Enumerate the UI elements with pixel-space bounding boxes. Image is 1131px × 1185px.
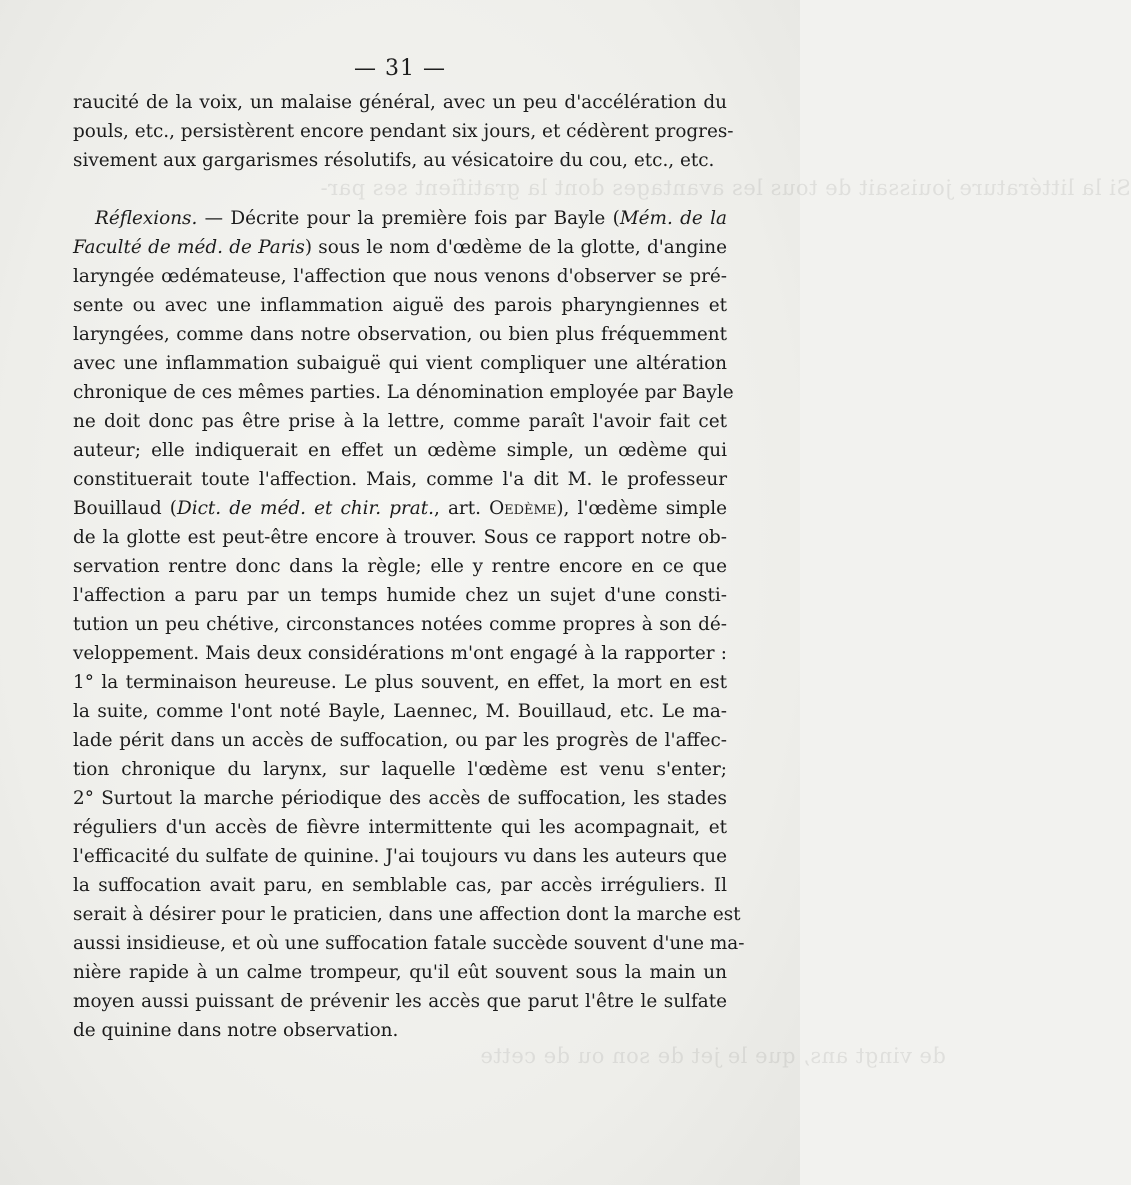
text-line: servation rentre donc dans la règle; elle y rentre encore en ce que — [73, 556, 727, 577]
citation-title: Mém. de la — [619, 208, 727, 229]
paragraph-gap — [73, 175, 727, 204]
text-line: nière rapide à un calme trompeur, qu'il eût souvent sous la main un — [73, 962, 727, 983]
text-span: Bouillaud ( — [73, 498, 177, 519]
text-line: 2° Surtout la marche périodique des accès de suffocation, les stades — [73, 788, 727, 809]
text-line — [73, 233, 727, 262]
text-line: réguliers d'un accès de fièvre intermittente qui les acompagnait, et — [73, 817, 727, 838]
text-line: l'affection a paru par un temps humide chez un sujet d'une consti- — [73, 585, 727, 606]
text-line: 1° la terminaison heureuse. Le plus souvent, en effet, la mort en est — [73, 672, 727, 693]
text-line: la suite, comme l'ont noté Bayle, Laennec, M. Bouillaud, etc. Le ma- — [73, 701, 727, 722]
text-line: raucité de la voix, un malaise général, avec un peu d'accélération du — [73, 92, 727, 113]
section-label: Réflexions. — [95, 208, 198, 229]
text-line: aussi insidieuse, et où une suffocation fatale succède souvent d'une ma- — [73, 933, 745, 954]
text-line — [73, 204, 727, 233]
text-line: ne doit donc pas être prise à la lettre, comme paraît l'avoir fait cet — [73, 411, 727, 432]
text-line: constituerait toute l'affection. Mais, comme l'a dit M. le professeur — [73, 469, 727, 490]
text-span: — Décrite pour la première fois par Bayle ( — [197, 208, 620, 229]
text-line: lade périt dans un accès de suffocation, ou par les progrès de l'affec- — [73, 730, 727, 751]
text-line: l'efficacité du sulfate de quinine. J'ai toujours vu dans les auteurs que — [73, 846, 727, 867]
citation-title: Faculté de méd. de Paris — [73, 237, 305, 258]
text-line — [73, 494, 727, 523]
text-line: pouls, etc., persistèrent encore pendant six jours, et cédèrent progres- — [73, 121, 734, 142]
text-line: de la glotte est peut-être encore à trouver. Sous ce rapport notre ob- — [73, 527, 727, 548]
citation-title: Dict. de méd. et chir. prat. — [176, 498, 434, 519]
text-span: ) sous le nom d'œdème de la glotte, d'angine — [304, 237, 727, 258]
text-line: tion chronique du larynx, sur laquelle l'œdème est venu s'enter; — [73, 759, 727, 780]
text-line: avec une inflammation subaiguë qui vient compliquer une altération — [73, 353, 727, 374]
text-line: auteur; elle indiquerait en effet un œdème simple, un œdème qui — [73, 440, 727, 461]
text-span: ), l'œdème simple — [556, 498, 727, 519]
text-line: tution un peu chétive, circonstances notées comme propres à son dé- — [73, 614, 727, 635]
text-line: sivement aux gargarismes résolutifs, au vésicatoire du cou, etc., etc. — [73, 150, 715, 171]
text-span: , art. — [433, 498, 490, 519]
body-text — [73, 88, 745, 1045]
article-name: Oedème — [489, 498, 557, 519]
text-line: laryngées, comme dans notre observation, ou bien plus fréquemment — [73, 324, 727, 345]
text-line: chronique de ces mêmes parties. La dénomination employée par Bayle — [73, 382, 734, 403]
text-line: veloppement. Mais deux considérations m'ont engagé à la rapporter : — [73, 643, 727, 664]
text-line: moyen aussi puissant de prévenir les accès que parut l'être le sulfate — [73, 991, 727, 1012]
text-line: laryngée œdémateuse, l'affection que nous venons d'observer se pré- — [73, 266, 727, 287]
bleed-through-text-bottom: de vingt ans, que le jet de son ou de cette — [480, 1044, 946, 1068]
text-line: serait à désirer pour le praticien, dans une affection dont la marche est — [73, 904, 741, 925]
bleed-through-text-top: Si la littérature jouissait de tous les avantages dont la gratifient ses par- — [320, 176, 1131, 200]
text-line: de quinine dans notre observation. — [73, 1020, 399, 1041]
text-line: sente ou avec une inflammation aiguë des parois pharyngiennes et — [73, 295, 727, 316]
text-line: la suffocation avait paru, en semblable cas, par accès irréguliers. Il — [73, 875, 727, 896]
page-number: — 31 — — [354, 56, 446, 81]
